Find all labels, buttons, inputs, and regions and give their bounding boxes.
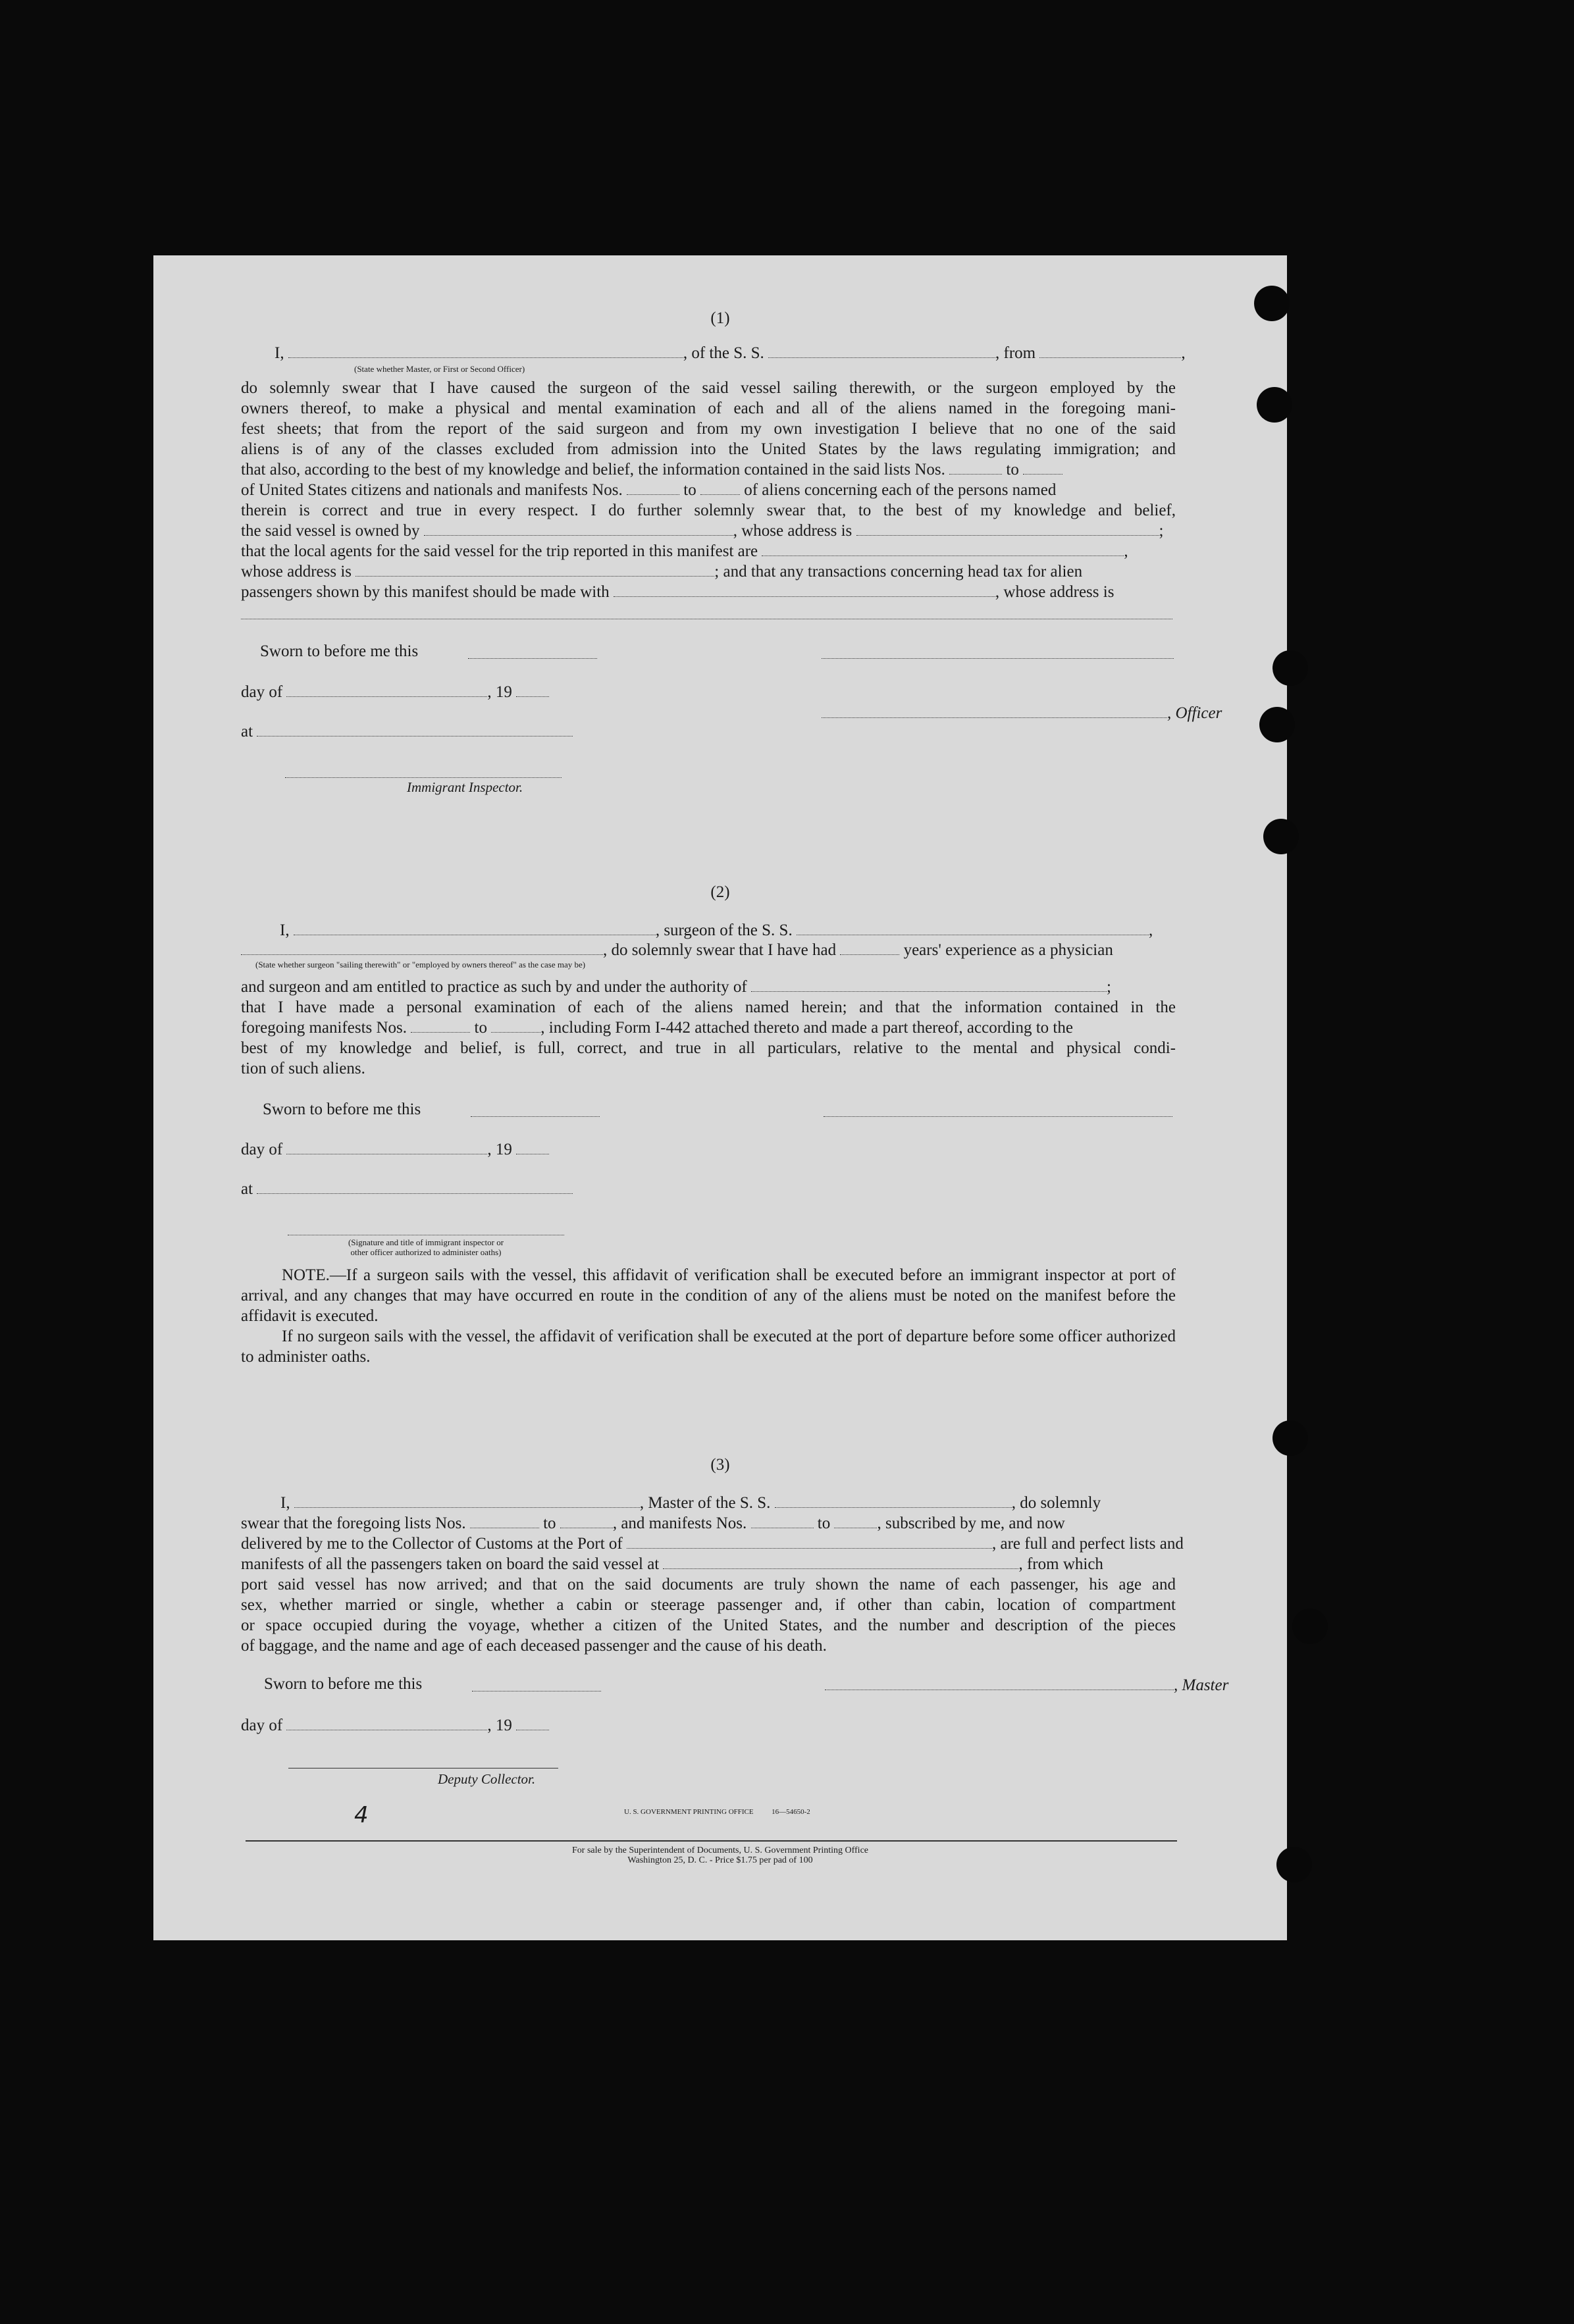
footer-rule <box>246 1840 1177 1842</box>
section-3-number: (3) <box>710 1456 730 1474</box>
section-2-years-line: , do solemnly swear that I have had years' experience as a physician <box>241 940 1113 960</box>
punch-hole <box>1257 387 1292 423</box>
section-2-surgeon-note: (State whether surgeon "sailing therewith" or "employed by owners thereof" as the case may be) <box>255 960 586 969</box>
note-paragraph: NOTE.—If a surgeon sails with the vessel, this affidavit of verification shall be executed before an immigrant inspector at port of arrival, and any changes that may have occurred en route in the condition of any of the aliens must be noted on the manifest before the affidavit is executed. If no surgeon sails with the vessel, the affidavit of verification shall be executed at the port of departure before some officer authorized to administer oaths. <box>241 1266 1176 1366</box>
section-1-number: (1) <box>710 309 730 327</box>
deputy-collector-label: Deputy Collector. <box>438 1771 536 1787</box>
master-line: , Master <box>825 1675 1228 1695</box>
manifest-verification-page <box>153 255 1287 1940</box>
section-1-title-note: (State whether Master, or First or Second Officer) <box>354 364 525 374</box>
printing-office-line: U. S. GOVERNMENT PRINTING OFFICE 16—54650-2 <box>624 1808 810 1816</box>
at-label: at <box>241 721 573 742</box>
section-3-day-of-label: day of , 19 <box>241 1715 549 1736</box>
officer-line: , Officer <box>822 703 1222 723</box>
section-2-number: (2) <box>710 883 730 901</box>
day-of-label: day of , 19 <box>241 682 549 702</box>
section-2-at-label: at <box>241 1179 573 1199</box>
section-2-body: and surgeon and am entitled to practice as such by and under the authority of ; that I have made a personal examination of each of the aliens named herein; and that the information contained in the foregoing manifests Nos. to , including Form I-442 attached thereto and made a part thereof, according to the best of my knowledge and belief, is full, correct, and true in all particulars, relative to the mental and physical condi- tion of such aliens. <box>241 978 1176 1077</box>
punch-hole <box>1259 707 1295 742</box>
section-2-surgeon-line: I, , surgeon of the S. S. , <box>280 921 1153 939</box>
punch-hole <box>1292 1609 1328 1644</box>
section-3-body: I, , Master of the S. S. , do solemnly swear that the foregoing lists Nos. to , and manifests Nos. to , subscribed by me, and now delivered by me to the Collector of Customs at the Port of , are full and perfect lists and manifests of all the passengers taken on board the said vessel at , from which port said vessel has now arrived; and that on the said documents are truly shown the name of each passenger, his age and sex, whether married or single, whether a cabin or steerage passenger and, if other than cabin, location of compartment or space occupied during the voyage, whether a citizen of the United States, and the number and description of the pieces of baggage, and the name and age of each deceased passenger and the cause of his death. <box>241 1494 1184 1655</box>
section-3-sworn-label: Sworn to before me this <box>264 1675 423 1693</box>
handwritten-mark: 4 <box>354 1802 369 1828</box>
footer-text: For sale by the Superintendent of Documents, U. S. Government Printing Office Washington 25, D. C. - Price $1.75 per pad of 100 <box>572 1846 868 1865</box>
punch-hole <box>1272 1420 1308 1456</box>
signature-note: (Signature and title of immigrant inspector or other officer authorized to administer oaths) <box>348 1237 504 1257</box>
section-1-body: do solemnly swear that I have caused the surgeon of the said vessel sailing therewith, or the surgeon employed by the owners thereof, to make a physical and mental examination of each and all of the aliens named in the foregoing mani- fest sheets; that from the report of the said surgeon and from my own investigation I believe that no one of the said aliens is of any of the classes excluded from admission into the United States by the laws regulating immigration; and that also, according to the best of my knowledge and belief, the information contained in the said lists Nos. to of United States citizens and nationals and manifests Nos. to of aliens concerning each of the persons named therein is correct and true in every respect. I do further solemnly swear that, to the best of my knowledge and belief, the said vessel is owned by , whose address is ; that the local agents for the said vessel for the trip reported in this manifest are , whose address is ; and that any transactions concerning head tax for alien passengers shown by this manifest should be made with , whose address is <box>241 379 1176 601</box>
immigrant-inspector-label: Immigrant Inspector. <box>407 779 523 795</box>
sworn-label: Sworn to before me this <box>260 642 419 660</box>
punch-hole <box>1272 650 1308 686</box>
section-2-sworn-label: Sworn to before me this <box>263 1100 421 1118</box>
section-2-day-of-label: day of , 19 <box>241 1139 549 1160</box>
punch-hole <box>1263 819 1299 854</box>
section-1-oath-line: I, , of the S. S. , from , <box>275 344 1186 362</box>
